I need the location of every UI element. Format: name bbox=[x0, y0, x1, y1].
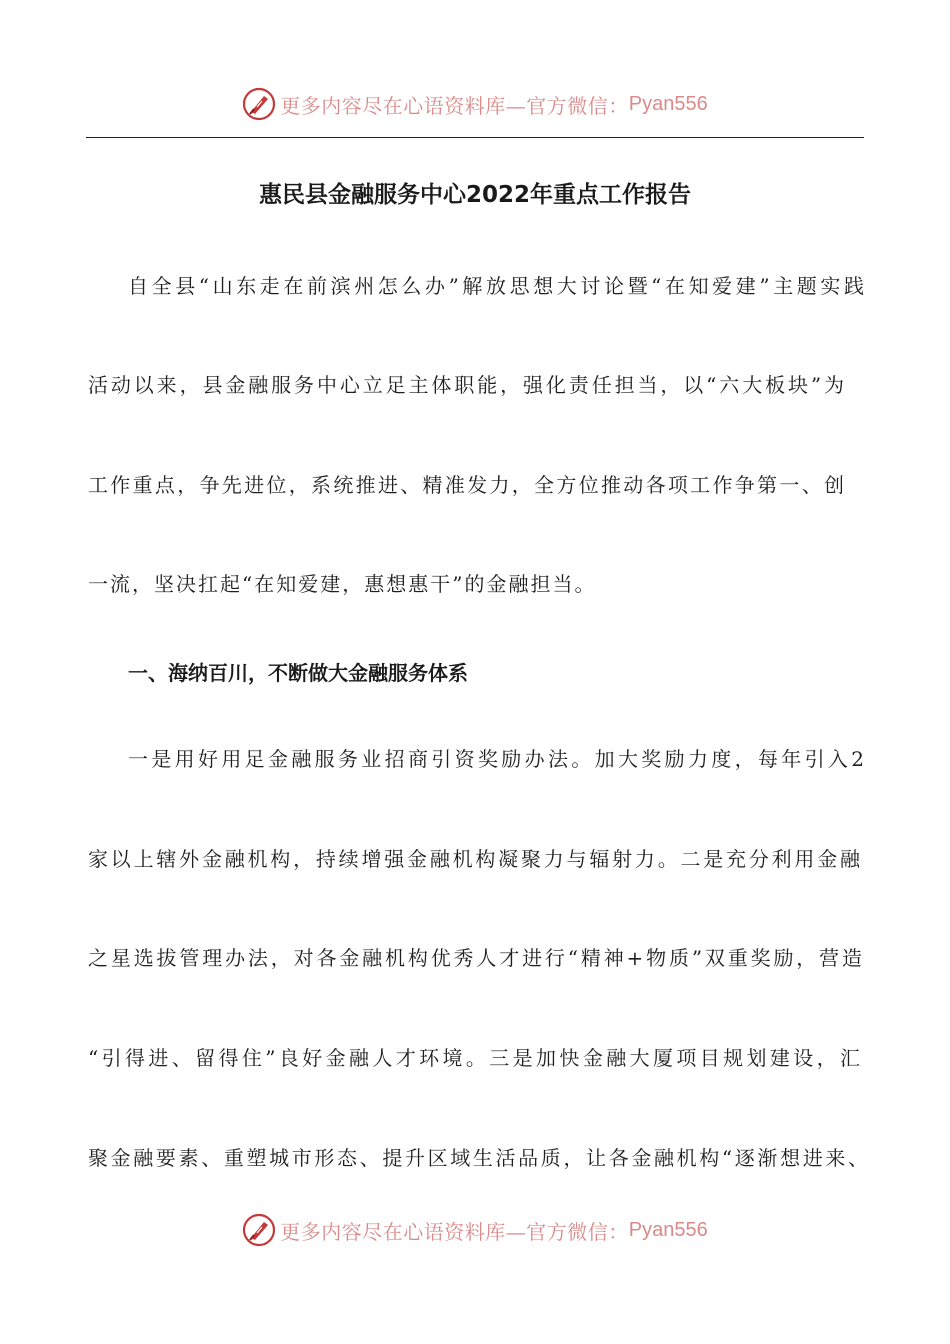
paragraph-line: 聚金融要素、重塑城市形态、提升区域生活品质，让各金融机构“逐渐想进来、 bbox=[88, 1146, 868, 1170]
watermark-wechat-id: Pyan556 bbox=[628, 1218, 708, 1241]
quill-logo-icon bbox=[242, 87, 276, 121]
paragraph-line: 活动以来，县金融服务中心立足主体职能，强化责任担当，以“六大板块”为 bbox=[88, 373, 844, 397]
paragraph-line: 家以上辖外金融机构，持续增强金融机构凝聚力与辐射力。二是充分利用金融 bbox=[88, 847, 860, 871]
paragraph-line: 自全县“山东走在前滨州怎么办”解放思想大讨论暨“在知爱建”主题实践 bbox=[128, 274, 864, 298]
paragraph-line: 一流，坚决扛起“在知爱建，惠想惠干”的金融担当。 bbox=[88, 572, 597, 596]
paragraph-line: 工作重点，争先进位，系统推进、精准发力，全方位推动各项工作争第一、创 bbox=[88, 473, 844, 497]
section-heading: 一、海纳百川，不断做大金融服务体系 bbox=[128, 661, 468, 685]
header-watermark bbox=[0, 80, 950, 128]
paragraph-line: 之星选拔管理办法，对各金融机构优秀人才进行“精神+物质”双重奖励，营造 bbox=[88, 946, 862, 970]
document-title: 惠民县金融服务中心2022年重点工作报告 bbox=[258, 182, 691, 208]
footer-watermark bbox=[0, 1206, 950, 1254]
paragraph-line: 一是用好用足金融服务业招商引资奖励办法。加大奖励力度，每年引入2 bbox=[128, 747, 864, 771]
header-rule bbox=[86, 137, 864, 138]
watermark-text: 更多内容尽在心语资料库—官方微信： bbox=[280, 1219, 629, 1244]
watermark-text: 更多内容尽在心语资料库—官方微信： bbox=[280, 93, 629, 118]
quill-logo-icon bbox=[242, 1213, 276, 1247]
watermark-wechat-id: Pyan556 bbox=[628, 92, 708, 115]
paragraph-line: “引得进、留得住”良好金融人才环境。三是加快金融大厦项目规划建设，汇 bbox=[88, 1046, 860, 1070]
